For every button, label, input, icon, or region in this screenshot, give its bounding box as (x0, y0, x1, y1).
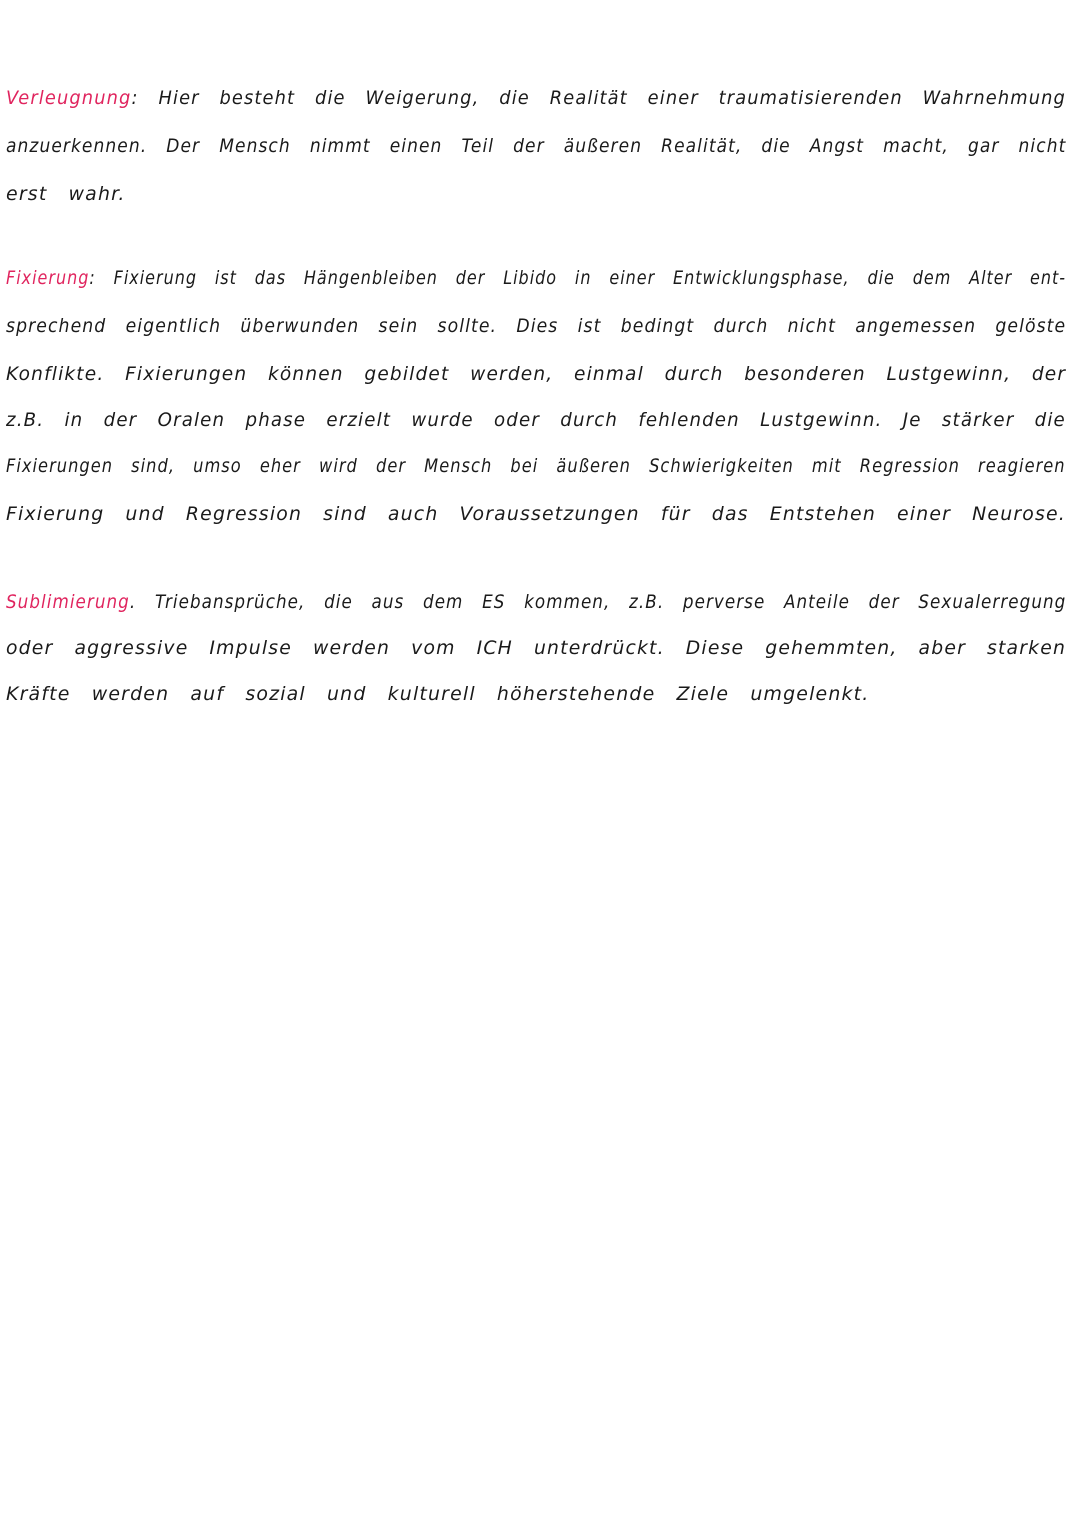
term-punctuation: : (89, 267, 96, 289)
paragraph-line (6, 266, 1067, 290)
paragraph-line (6, 362, 1067, 386)
paragraph-line (6, 134, 1067, 158)
paragraph-line (6, 86, 1066, 110)
paragraph-line (6, 408, 1066, 432)
paragraph-line (6, 636, 1067, 660)
line-text: z.B. in der Oralen phase erzielt wurde oder durch fehlenden Lustgewinn. Je stärker die (6, 409, 1066, 431)
line-text: Hier besteht die Weigerung, die Realität einer traumatisierenden Wahrnehmung (158, 87, 1066, 109)
line-text: erst wahr. (6, 183, 126, 205)
paragraph-line (6, 454, 1066, 478)
line-text: Fixierung und Regression sind auch Voraussetzungen für das Entstehen einer Neurose. (6, 503, 1066, 525)
paragraph-line (6, 590, 1067, 614)
line-text: oder aggressive Impulse werden vom ICH unterdrückt. Diese gehemmten, aber starken (6, 637, 1067, 659)
line-text: Fixierung ist das Hängenbleiben der Libido in einer Entwicklungsphase, die dem Alter ent- (113, 267, 1067, 289)
line-text: anzuerkennen. Der Mensch nimmt einen Teil der äußeren Realität, die Angst macht, gar nicht (6, 135, 1067, 157)
term-heading: Fixierung (6, 267, 90, 289)
paragraph-line (6, 182, 1066, 206)
line-text: Triebansprüche, die aus dem ES kommen, z.B. perverse Anteile der Sexualerregung (154, 591, 1067, 613)
line-text: Fixierungen sind, umso eher wird der Mensch bei äußeren Schwierigkeiten mit Regression reagieren (6, 455, 1066, 477)
line-text: sprechend eigentlich überwunden sein sollte. Dies ist bedingt durch nicht angemessen gelöste (6, 315, 1067, 337)
line-text: Kräfte werden auf sozial und kulturell höherstehende Ziele umgelenkt. (6, 683, 870, 705)
paragraph-line (6, 502, 1066, 526)
paragraph-line (6, 314, 1067, 338)
term-punctuation: : (131, 87, 139, 109)
line-text: Konflikte. Fixierungen können gebildet werden, einmal durch besonderen Lustgewinn, der (6, 363, 1067, 385)
term-heading: Sublimierung (6, 591, 130, 613)
paragraph-line (6, 682, 1066, 706)
term-heading: Verleugnung (6, 87, 132, 109)
term-punctuation: . (129, 591, 137, 613)
